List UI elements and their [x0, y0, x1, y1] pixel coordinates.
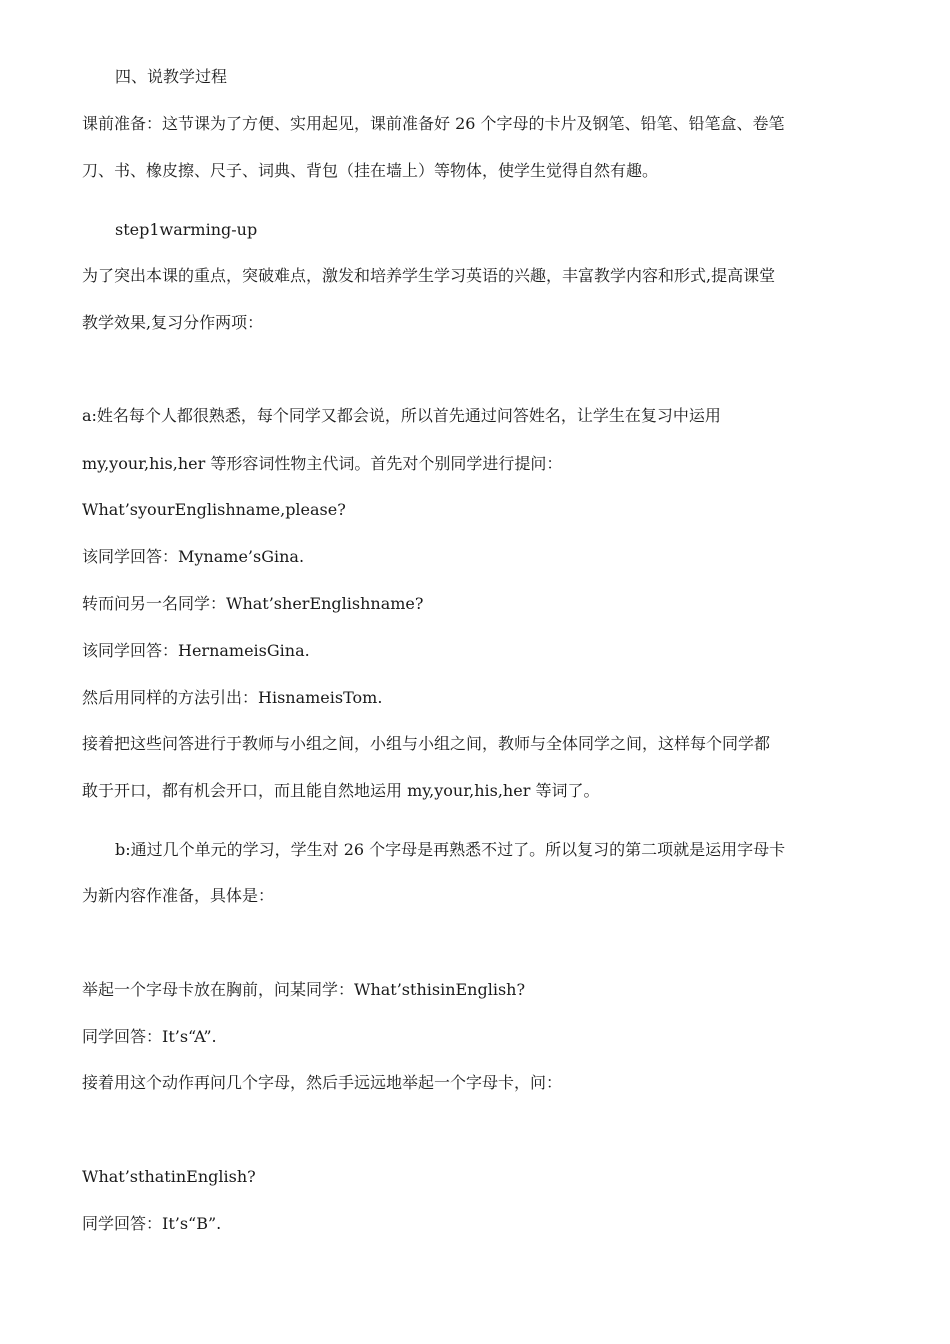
part-a-line-1: a:姓名每个人都很熟悉，每个同学又都会说，所以首先通过问答姓名，让学生在复习中运用 — [82, 406, 721, 425]
intro-line-2: 教学效果,复习分作两项： — [82, 313, 264, 332]
prep-line-1: 课前准备：这节课为了方便、实用起见，课前准备好 26 个字母的卡片及钢笔、铅笔、铅笔盒、卷笔 — [82, 114, 785, 133]
part-a-line-2: my,your,his,her 等形容词性物主代词。首先对个别同学进行提问： — [82, 454, 563, 473]
question-3: 然后用同样的方法引出：HisnameisTom. — [82, 688, 383, 707]
practice-line-2: 敢于开口，都有机会开口，而且能自然地运用 my,your,his,her 等词了。 — [82, 781, 600, 800]
part-b-line-1: b:通过几个单元的学习，学生对 26 个字母是再熟悉不过了。所以复习的第二项就是运用字母卡 — [115, 840, 786, 859]
card-answer-2: 同学回答：It’s“B”. — [82, 1214, 222, 1233]
card-question-1: 举起一个字母卡放在胸前，问某同学：What’sthisinEnglish? — [82, 980, 526, 999]
part-b-line-2: 为新内容作准备，具体是： — [82, 886, 275, 905]
question-1: What’syourEnglishname,please? — [82, 500, 346, 519]
prep-line-2: 刀、书、橡皮擦、尺子、词典、背包（挂在墙上）等物体，使学生觉得自然有趣。 — [82, 161, 659, 180]
intro-line-1: 为了突出本课的重点，突破难点，激发和培养学生学习英语的兴趣，丰富教学内容和形式,提高课堂 — [82, 266, 776, 285]
card-continue: 接着用这个动作再问几个字母，然后手远远地举起一个字母卡，问： — [82, 1073, 563, 1092]
section-heading: 四、说教学过程 — [115, 67, 228, 86]
practice-line-1: 接着把这些问答进行于教师与小组之间，小组与小组之间，教师与全体同学之间，这样每个同学都 — [82, 734, 771, 753]
question-2: 转而问另一名同学：What’sherEnglishname? — [82, 594, 424, 613]
step1-label: step1warming-up — [115, 220, 258, 239]
answer-1: 该同学回答：Myname’sGina. — [82, 547, 305, 566]
card-answer-1: 同学回答：It’s“A”. — [82, 1027, 217, 1046]
card-question-2: What’sthatinEnglish? — [82, 1167, 256, 1186]
answer-2: 该同学回答：HernameisGina. — [82, 641, 310, 660]
